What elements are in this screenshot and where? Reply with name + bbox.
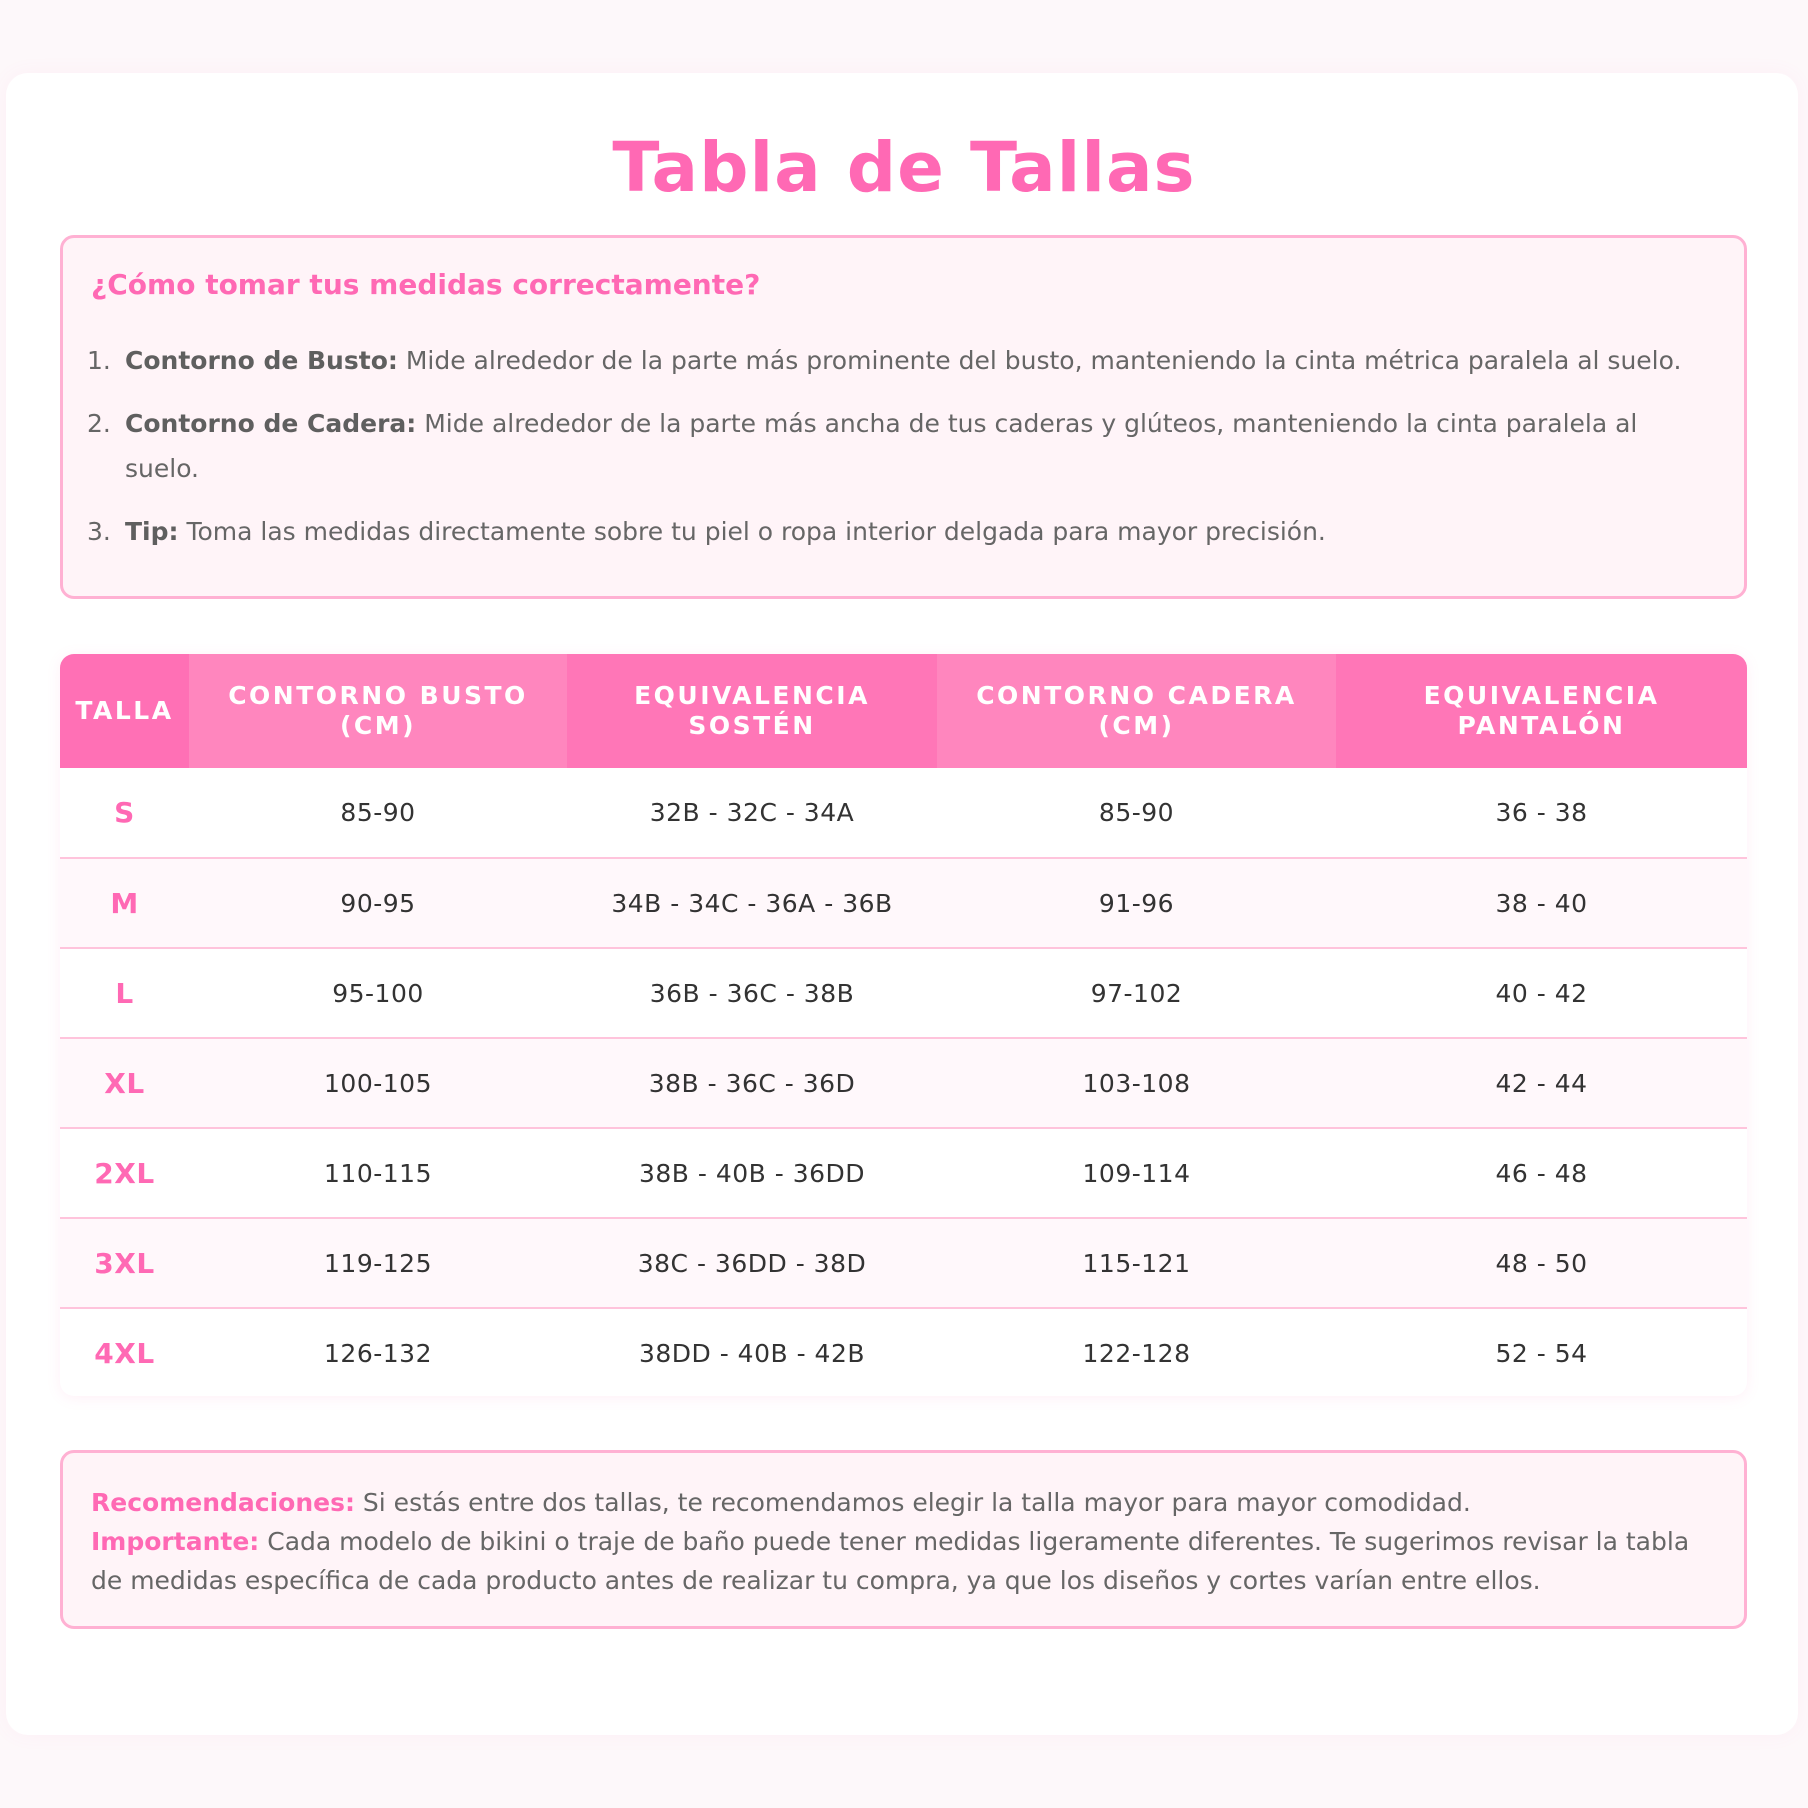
- size-label: 3XL: [60, 1218, 189, 1308]
- hip-cell: 115-121: [937, 1218, 1336, 1308]
- table-row: [60, 768, 1747, 858]
- instruction-text: Mide alrededor de la parte más prominente del busto, manteniendo la cinta métrica paralela al suelo.: [405, 346, 1682, 375]
- size-table-container: [60, 654, 1747, 1396]
- header-contorno-busto: CONTORNO BUSTO (CM): [189, 654, 567, 768]
- instruction-number: 3.: [87, 517, 111, 546]
- size-label: S: [114, 796, 135, 829]
- bra-cell: 38B - 40B - 36DD: [567, 1128, 937, 1218]
- header-contorno-cadera: CONTORNO CADERA (CM): [937, 654, 1336, 768]
- table-row: [60, 1308, 1747, 1396]
- hip-cell: 109-114: [937, 1128, 1336, 1218]
- header-equivalencia-sosten: EQUIVALENCIA SOSTÉN: [567, 654, 937, 768]
- size-label: 4XL: [60, 1308, 189, 1396]
- bust-cell: 126-132: [189, 1308, 567, 1396]
- size-table: [60, 654, 1747, 1396]
- page-title: Tabla de Tallas: [612, 128, 1196, 208]
- table-row: [60, 1128, 1747, 1218]
- table-row: [60, 948, 1747, 1038]
- instruction-text: Mide alrededor de la parte más ancha de tus caderas y glúteos, manteniendo la cinta paralela al suelo.: [125, 409, 1638, 483]
- instructions-list: [87, 338, 1707, 572]
- bra-cell: 32B - 32C - 34A: [649, 798, 855, 827]
- hip-cell: 122-128: [937, 1308, 1336, 1396]
- bra-cell: 38B - 36C - 36D: [567, 1038, 937, 1128]
- bust-cell: 85-90: [340, 798, 416, 827]
- instructions-heading: ¿Cómo tomar tus medidas correctamente?: [91, 268, 761, 301]
- notes-text: [91, 1483, 1721, 1600]
- table-header-row: [60, 654, 1747, 768]
- pants-cell: 42 - 44: [1336, 1038, 1747, 1128]
- instruction-number: 2.: [87, 409, 111, 438]
- header-equivalencia-pantalon: EQUIVALENCIA PANTALÓN: [1336, 654, 1747, 768]
- instruction-number: 1.: [87, 346, 111, 375]
- pants-cell: 48 - 50: [1336, 1218, 1747, 1308]
- bust-cell: 110-115: [189, 1128, 567, 1218]
- bust-cell: 119-125: [189, 1218, 567, 1308]
- hip-cell: 103-108: [937, 1038, 1336, 1128]
- bra-cell: 38C - 36DD - 38D: [567, 1218, 937, 1308]
- size-label: M: [60, 858, 189, 948]
- table-row: [60, 1038, 1747, 1128]
- header-talla: TALLA: [60, 654, 189, 768]
- bra-cell: 34B - 34C - 36A - 36B: [567, 858, 937, 948]
- bust-cell: 100-105: [189, 1038, 567, 1128]
- instruction-item: [87, 338, 1707, 383]
- instruction-item: [87, 509, 1707, 554]
- table-row: [60, 1218, 1747, 1308]
- bust-cell: 95-100: [189, 948, 567, 1038]
- bra-cell: 38DD - 40B - 42B: [567, 1308, 937, 1396]
- recommendations-text: Si estás entre dos tallas, te recomendamos elegir la talla mayor para mayor comodidad.: [362, 1488, 1471, 1517]
- pants-cell: 46 - 48: [1336, 1128, 1747, 1218]
- important-text: Cada modelo de bikini o traje de baño puede tener medidas ligeramente diferentes. Te sugerimos revisar la tabla de medidas específica de cada producto antes de realizar tu compra, ya que los diseños y cortes varían entre ellos.: [91, 1527, 1690, 1595]
- instruction-label: Contorno de Cadera:: [125, 409, 417, 438]
- recommendations-label: Recomendaciones:: [91, 1488, 355, 1517]
- table-row: [60, 858, 1747, 948]
- pants-cell: 36 - 38: [1495, 798, 1588, 827]
- recommendations-box: [60, 1450, 1747, 1629]
- size-label: XL: [60, 1038, 189, 1128]
- size-label: 2XL: [60, 1128, 189, 1218]
- instruction-label: Tip:: [125, 517, 179, 546]
- hip-cell: 85-90: [1098, 798, 1175, 827]
- size-label: L: [60, 948, 189, 1038]
- pants-cell: 38 - 40: [1336, 858, 1747, 948]
- pants-cell: 40 - 42: [1336, 948, 1747, 1038]
- important-label: Importante:: [91, 1527, 260, 1556]
- instruction-text: Toma las medidas directamente sobre tu piel o ropa interior delgada para mayor precisión.: [186, 517, 1326, 546]
- instruction-item: [87, 401, 1707, 491]
- pants-cell: 52 - 54: [1336, 1308, 1747, 1396]
- hip-cell: 91-96: [937, 858, 1336, 948]
- instruction-label: Contorno de Busto:: [125, 346, 398, 375]
- hip-cell: 97-102: [937, 948, 1336, 1038]
- measurement-instructions: [60, 235, 1747, 599]
- bust-cell: 90-95: [189, 858, 567, 948]
- bra-cell: 36B - 36C - 38B: [567, 948, 937, 1038]
